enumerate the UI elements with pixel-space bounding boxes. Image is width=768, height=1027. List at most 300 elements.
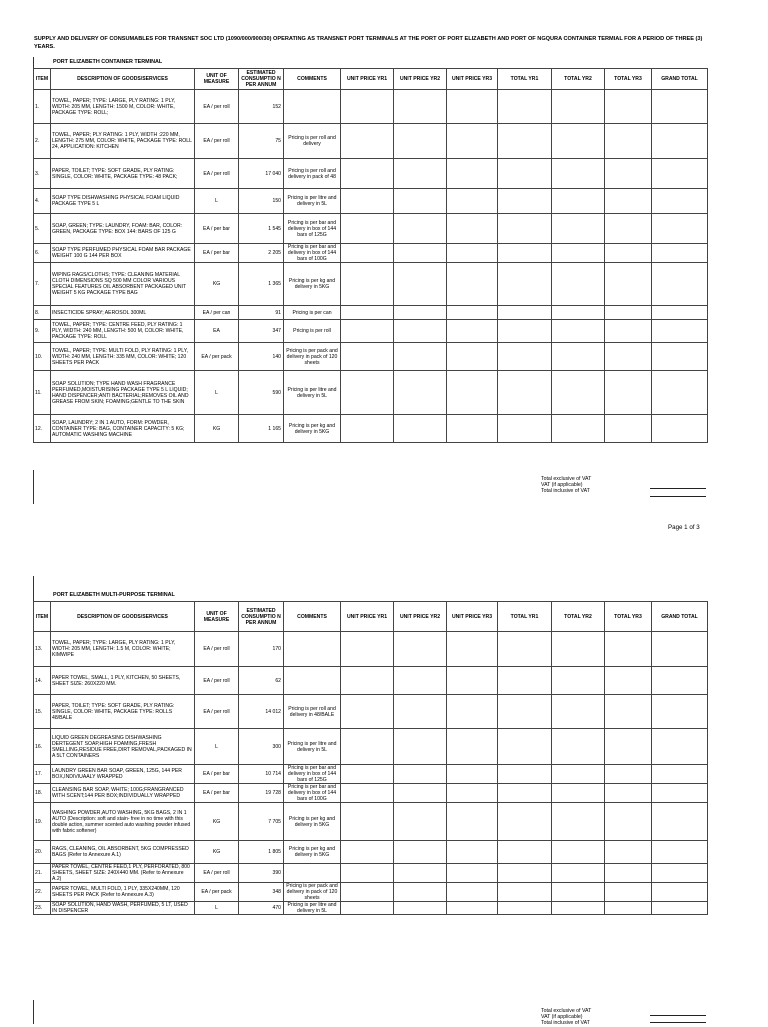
estimated-consumption-cell: 590 [239,371,284,415]
unit-of-measure-cell: EA / per roll [195,864,239,883]
total-yr3-cell [605,343,652,371]
table-body [34,632,708,915]
table-row [34,343,708,371]
total-yr3-cell [605,306,652,320]
total-inclusive-vat-label: Total inclusive of VAT [541,488,590,495]
unit-price-yr2-cell [394,415,447,443]
section-left-border [33,1000,34,1024]
total-yr1-cell [498,320,552,343]
comments-cell: Pricing is per roll and delivery in 48/BALE [284,695,341,729]
header-unit-price-yr1: UNIT PRICE YR1 [341,69,394,90]
table-row [34,371,708,415]
unit-of-measure-cell: EA / per bar [195,214,239,244]
unit-price-yr3-cell [447,306,498,320]
comments-cell: Pricing is per roll and delivery [284,124,341,159]
pricing-table [33,68,708,443]
total-yr1-cell [498,159,552,189]
table-row [34,902,708,915]
item-number-cell: 4. [34,189,51,214]
total-yr1-cell [498,244,552,263]
description-cell: PAPER TOWEL, CENTRE FEED,1 PLY, PERFORATED, 800 SHEETS, SHEET SIZE: 240X440 MM. (Refer to Annexure A.2) [51,864,195,883]
table-row [34,263,708,306]
unit-price-yr2-cell [394,124,447,159]
item-number-cell: 12. [34,415,51,443]
table-row [34,765,708,784]
header-item: ITEM [34,69,51,90]
total-yr2-cell [552,159,605,189]
table-body [34,90,708,443]
unit-price-yr1-cell [341,214,394,244]
item-number-cell: 9. [34,320,51,343]
unit-price-yr1-cell [341,864,394,883]
estimated-consumption-cell: 1 805 [239,841,284,864]
table-row [34,784,708,803]
unit-price-yr3-cell [447,371,498,415]
unit-price-yr3-cell [447,902,498,915]
total-inclusive-vat-label: Total inclusive of VAT [541,1020,590,1027]
total-yr1-cell [498,306,552,320]
total-yr3-cell [605,765,652,784]
table-row [34,214,708,244]
grand-total-cell [652,667,708,695]
item-number-cell: 7. [34,263,51,306]
grand-total-cell [652,159,708,189]
header-grand-total: GRAND TOTAL [652,602,708,632]
comments-cell: Pricing is per kg and delivery in 5KG [284,415,341,443]
unit-price-yr2-cell [394,883,447,902]
unit-price-yr3-cell [447,189,498,214]
total-yr3-cell [605,864,652,883]
unit-price-yr3-cell [447,124,498,159]
header-total-yr3: TOTAL YR3 [605,69,652,90]
estimated-consumption-cell: 2 205 [239,244,284,263]
item-number-cell: 1. [34,90,51,124]
grand-total-cell [652,902,708,915]
table-row [34,667,708,695]
total-yr2-cell [552,864,605,883]
description-cell: PAPER TOWEL, MULTI FOLD, 1 PLY, 335X240MM, 120 SHEETS PER PACK (Refer to Annexure A.3) [51,883,195,902]
estimated-consumption-cell: 10 714 [239,765,284,784]
total-yr2-cell [552,371,605,415]
header-unit-of-measure: UNIT OF MEASURE [195,69,239,90]
unit-price-yr3-cell [447,159,498,189]
table-row [34,124,708,159]
header-total-yr1: TOTAL YR1 [498,69,552,90]
unit-price-yr1-cell [341,841,394,864]
item-number-cell: 14. [34,667,51,695]
header-item: ITEM [34,602,51,632]
comments-cell: Pricing is per pack and delivery in pack of 120 sheets [284,883,341,902]
unit-of-measure-cell: EA / per roll [195,695,239,729]
unit-price-yr1-cell [341,124,394,159]
total-yr3-cell [605,124,652,159]
section-title: PORT ELIZABETH MULTI-PURPOSE TERMINAL [53,592,175,598]
comments-cell: Pricing is per litre and delivery in 5L [284,189,341,214]
comments-cell [284,864,341,883]
item-number-cell: 15. [34,695,51,729]
unit-price-yr2-cell [394,244,447,263]
unit-price-yr1-cell [341,415,394,443]
description-cell: SOAP SOLUTION; TYPE HAND WASH FRAGRANCE PERFUMED,MOISTURISING PACKAGE TYPE 5 L LIQUID; HAND DISPENCER;ANTI BACTERIAL;REMOVES OIL AND GREASE FROM SKIN; FOAMING;GENTLE TO THE SKIN [51,371,195,415]
unit-price-yr1-cell [341,159,394,189]
table-row [34,189,708,214]
description-cell: TOWEL, PAPER; TYPE: MULTI FOLD, PLY RATING: 1 PLY, WIDTH: 240 MM, LENGTH: 335 MM, COLOR: WHITE; 120 SHEETS PER PACK [51,343,195,371]
unit-price-yr2-cell [394,864,447,883]
total-yr2-cell [552,765,605,784]
total-yr1-cell [498,632,552,667]
unit-price-yr2-cell [394,320,447,343]
comments-cell: Pricing is per bar and delivery in box of 144 bars of 125G [284,214,341,244]
description-cell: TOWEL, PAPER; TYPE: LARGE, PLY RATING: 1 PLY, WIDTH: 205 MM, LENGTH: 1.5 M, COLOR: WHITE; KIMWIPE [51,632,195,667]
grand-total-cell [652,632,708,667]
description-cell: SOAP, GREEN; TYPE: LAUNDRY, FOAM: BAR, COLOR: GREEN, PACKAGE TYPE: BOX 144: BARS OF 125 G [51,214,195,244]
unit-price-yr1-cell [341,695,394,729]
comments-cell: Pricing is per bar and delivery in box of 144 bars of 100G [284,784,341,803]
header-estimated-consumption: ESTIMATED CONSUMPTIO N PER ANNUM [239,602,284,632]
unit-price-yr1-cell [341,189,394,214]
description-cell: PAPER, TOILET; TYPE: SOFT GRADE, PLY RATING: SINGLE, COLOR: WHITE, PACKAGE TYPE: 48 PACK; [51,159,195,189]
total-yr1-cell [498,883,552,902]
total-yr2-cell [552,343,605,371]
unit-price-yr1-cell [341,343,394,371]
unit-price-yr3-cell [447,263,498,306]
estimated-consumption-cell: 140 [239,343,284,371]
header-unit-price-yr1: UNIT PRICE YR1 [341,602,394,632]
total-yr1-cell [498,841,552,864]
total-yr1-cell [498,371,552,415]
unit-of-measure-cell: EA / per roll [195,667,239,695]
grand-total-cell [652,784,708,803]
table-row [34,320,708,343]
total-yr2-cell [552,214,605,244]
unit-price-yr3-cell [447,214,498,244]
unit-price-yr1-cell [341,784,394,803]
unit-price-yr1-cell [341,306,394,320]
comments-cell: Pricing is per kg and delivery in 5KG [284,841,341,864]
total-yr3-cell [605,320,652,343]
unit-price-yr3-cell [447,841,498,864]
item-number-cell: 16. [34,729,51,765]
comments-cell [284,90,341,124]
description-cell: LIQUID GREEN DEGREASING DISHWASHING DERTEGENT SOAP,HIGH FOAMING,FRESH SMELLING,RESIDUE FREE,DIRT REMOVAL,PACKAGED IN A 5LT CONTAINERS [51,729,195,765]
table-row [34,841,708,864]
unit-of-measure-cell: EA / per pack [195,883,239,902]
unit-of-measure-cell: EA / per bar [195,784,239,803]
item-number-cell: 8. [34,306,51,320]
table-row [34,244,708,263]
unit-price-yr2-cell [394,695,447,729]
grand-total-cell [652,343,708,371]
unit-price-yr2-cell [394,306,447,320]
total-yr3-cell [605,189,652,214]
total-yr3-cell [605,214,652,244]
comments-cell: Pricing is per bar and delivery in box of 144 bars of 125G [284,765,341,784]
total-yr2-cell [552,902,605,915]
total-yr3-cell [605,263,652,306]
comments-cell: Pricing is per can [284,306,341,320]
table-row [34,306,708,320]
description-cell: WASHING POWDER,AUTO WASHING, 5KG BAGS, 2 IN 1 AUTO (Description: soft and stain- free in no time with this double action, summer scented auto washing powder infused with fabric softener) [51,803,195,841]
unit-of-measure-cell: EA / per roll [195,159,239,189]
unit-price-yr2-cell [394,784,447,803]
total-yr3-cell [605,695,652,729]
grand-total-cell [652,189,708,214]
unit-of-measure-cell: EA [195,320,239,343]
unit-price-yr1-cell [341,803,394,841]
total-yr2-cell [552,729,605,765]
total-yr1-cell [498,214,552,244]
description-cell: SOAP TYPE PERFUMED PHYSICAL FOAM BAR PACKAGE WEIGHT 100 G 144 PER BOX [51,244,195,263]
section-left-border [33,576,34,602]
comments-cell: Pricing is per litre and delivery in 5L [284,729,341,765]
unit-price-yr2-cell [394,263,447,306]
estimated-consumption-cell: 150 [239,189,284,214]
table-row [34,729,708,765]
description-cell: RAGS, CLEANING, OIL ABSORBENT, 5KG COMPRESSED BAGS (Refer to Annexure A.1) [51,841,195,864]
unit-price-yr3-cell [447,695,498,729]
header-unit-price-yr3: UNIT PRICE YR3 [447,602,498,632]
comments-cell: Pricing is per pack and delivery in pack of 120 sheets [284,343,341,371]
total-yr3-cell [605,90,652,124]
item-number-cell: 17. [34,765,51,784]
totals-block [541,476,591,495]
comments-cell: Pricing is per litre and delivery in 5L [284,902,341,915]
unit-price-yr3-cell [447,343,498,371]
unit-price-yr1-cell [341,902,394,915]
total-yr3-cell [605,371,652,415]
grand-total-cell [652,124,708,159]
unit-price-yr3-cell [447,803,498,841]
comments-cell: Pricing is per kg and delivery in 5KG [284,803,341,841]
total-yr1-cell [498,784,552,803]
total-yr3-cell [605,841,652,864]
total-yr1-cell [498,189,552,214]
description-cell: WIPING RAGS/CLOTHS; TYPE: CLEANING MATERIAL CLOTH DIMENSIONS SQ 500 MM COLOR VARIOUS SPECIAL FEATURES OIL ABSORBENT PACKAGED UNIT WEIGHT 5 KG PACKAGE TYPE BAG [51,263,195,306]
description-cell: PAPER TOWEL, SMALL, 1 PLY, KITCHEN, 50 SHEETS, SHEET SIZE: 260X220 MM. [51,667,195,695]
unit-price-yr3-cell [447,244,498,263]
header-total-yr1: TOTAL YR1 [498,602,552,632]
total-yr2-cell [552,803,605,841]
unit-price-yr1-cell [341,371,394,415]
description-cell: TOWEL, PAPER; TYPE: CENTRE FEED, PLY RATING: 1 PLY, WIDTH: 240 MM, LENGTH: 500 M, COLOR: WHITE, PACKAGE TYPE: ROLL [51,320,195,343]
comments-cell [284,667,341,695]
total-yr3-cell [605,883,652,902]
item-number-cell: 11. [34,371,51,415]
comments-cell: Pricing is per roll and delivery in pack of 48 [284,159,341,189]
item-number-cell: 3. [34,159,51,189]
estimated-consumption-cell: 348 [239,883,284,902]
table-row [34,415,708,443]
total-yr1-cell [498,263,552,306]
item-number-cell: 10. [34,343,51,371]
item-number-cell: 6. [34,244,51,263]
unit-of-measure-cell: EA / per roll [195,124,239,159]
total-yr1-cell [498,902,552,915]
comments-cell: Pricing is per roll [284,320,341,343]
estimated-consumption-cell: 347 [239,320,284,343]
section-left-border [33,470,34,504]
table-row [34,883,708,902]
item-number-cell: 2. [34,124,51,159]
item-number-cell: 22. [34,883,51,902]
total-yr1-cell [498,695,552,729]
table-row [34,803,708,841]
unit-of-measure-cell: KG [195,841,239,864]
total-underline [650,1022,706,1023]
unit-price-yr3-cell [447,415,498,443]
header-comments: COMMENTS [284,602,341,632]
section-title: PORT ELIZABETH CONTAINER TERMINAL [53,59,163,65]
estimated-consumption-cell: 152 [239,90,284,124]
unit-price-yr1-cell [341,90,394,124]
comments-cell: Pricing is per litre and delivery in 5L [284,371,341,415]
table-header-row [34,69,708,90]
header-grand-total: GRAND TOTAL [652,69,708,90]
unit-of-measure-cell: EA / per bar [195,765,239,784]
unit-price-yr1-cell [341,320,394,343]
description-cell: SOAP SOLUTION, HAND WASH, PERFUMED, 5 LT, USED IN DISPENCER [51,902,195,915]
estimated-consumption-cell: 1 165 [239,415,284,443]
grand-total-cell [652,803,708,841]
header-unit-price-yr2: UNIT PRICE YR2 [394,69,447,90]
description-cell: SOAP, LAUNDRY; 2 IN 1 AUTO, FORM: POWDER, CONTAINER TYPE: BAG, CONTAINER CAPACITY: 5 KG; AUTOMATIC WASHING MACHINE [51,415,195,443]
grand-total-cell [652,841,708,864]
unit-price-yr3-cell [447,667,498,695]
total-yr3-cell [605,902,652,915]
description-cell: SOAP TYPE DISHWASHING PHYSICAL FOAM LIQUID PACKAGE TYPE 5 L [51,189,195,214]
grand-total-cell [652,263,708,306]
item-number-cell: 18. [34,784,51,803]
total-yr1-cell [498,90,552,124]
unit-price-yr3-cell [447,765,498,784]
total-yr2-cell [552,784,605,803]
total-yr3-cell [605,729,652,765]
item-number-cell: 13. [34,632,51,667]
description-cell: INSECTICIDE SPRAY; AEROSOL 300ML [51,306,195,320]
total-yr2-cell [552,632,605,667]
description-cell: LAUNDRY GREEN BAR SOAP, GREEN, 125G, 144 PER BOX,INDIVIUAALY WRAPPED [51,765,195,784]
table-row [34,632,708,667]
unit-of-measure-cell: L [195,729,239,765]
description-cell: TOWEL, PAPER; TYPE: LARGE, PLY RATING: 1 PLY, WIDTH: 205 MM, LENGTH: 1500 M, COLOR: WHITE, PACKAGE TYPE: ROLL; [51,90,195,124]
grand-total-cell [652,415,708,443]
total-yr2-cell [552,263,605,306]
total-yr3-cell [605,667,652,695]
header-description: DESCRIPTION OF GOODS/SERVICES [51,602,195,632]
unit-price-yr3-cell [447,320,498,343]
header-total-yr2: TOTAL YR2 [552,602,605,632]
comments-cell [284,632,341,667]
total-underline [650,1015,706,1016]
header-description: DESCRIPTION OF GOODS/SERVICES [51,69,195,90]
total-yr2-cell [552,883,605,902]
grand-total-cell [652,90,708,124]
unit-price-yr1-cell [341,632,394,667]
unit-of-measure-cell: EA / per can [195,306,239,320]
estimated-consumption-cell: 75 [239,124,284,159]
total-yr2-cell [552,695,605,729]
estimated-consumption-cell: 1 365 [239,263,284,306]
item-number-cell: 5. [34,214,51,244]
total-yr2-cell [552,189,605,214]
unit-price-yr3-cell [447,784,498,803]
unit-price-yr2-cell [394,729,447,765]
table-row [34,90,708,124]
document-title: SUPPLY AND DELIVERY OF CONSUMABLES FOR TRANSNET SOC LTD (1090/000/900/30) OPERATING AS TRANSNET PORT TERMINALS AT THE PORT OF PORT ELIZABETH AND PORT OF NGQURA CONTAINER TERMIAL FOR A PERIOD OF THREE (3) YEARS. [34,36,703,50]
estimated-consumption-cell: 91 [239,306,284,320]
total-yr1-cell [498,667,552,695]
estimated-consumption-cell: 170 [239,632,284,667]
unit-price-yr2-cell [394,343,447,371]
description-cell: CLEANSING BAR SOAP, WHITE; 100G;FRANGRANCED WITH SCENT;144 PER BOX;INDIVIDUALLY WRAPPED [51,784,195,803]
item-number-cell: 20. [34,841,51,864]
unit-price-yr1-cell [341,263,394,306]
total-underline [650,496,706,497]
item-number-cell: 19. [34,803,51,841]
unit-of-measure-cell: KG [195,803,239,841]
total-exclusive-vat-label: Total exclusive of VAT [541,476,592,482]
total-yr3-cell [605,415,652,443]
unit-price-yr2-cell [394,214,447,244]
header-unit-price-yr3: UNIT PRICE YR3 [447,69,498,90]
total-yr1-cell [498,415,552,443]
total-yr1-cell [498,343,552,371]
unit-price-yr2-cell [394,803,447,841]
unit-price-yr1-cell [341,765,394,784]
unit-price-yr3-cell [447,883,498,902]
unit-price-yr1-cell [341,667,394,695]
grand-total-cell [652,695,708,729]
unit-price-yr3-cell [447,632,498,667]
estimated-consumption-cell: 62 [239,667,284,695]
unit-price-yr2-cell [394,667,447,695]
total-underline [650,488,706,489]
estimated-consumption-cell: 17 040 [239,159,284,189]
total-yr3-cell [605,159,652,189]
grand-total-cell [652,864,708,883]
estimated-consumption-cell: 300 [239,729,284,765]
comments-cell: Pricing is per bar and delivery in box of 144 bars of 100G [284,244,341,263]
vat-label: VAT (if applicable) [541,1014,583,1021]
grand-total-cell [652,244,708,263]
unit-price-yr2-cell [394,90,447,124]
grand-total-cell [652,320,708,343]
header-unit-price-yr2: UNIT PRICE YR2 [394,602,447,632]
table-row [34,864,708,883]
unit-of-measure-cell: EA / per roll [195,90,239,124]
grand-total-cell [652,729,708,765]
grand-total-cell [652,765,708,784]
grand-total-cell [652,883,708,902]
estimated-consumption-cell: 19 728 [239,784,284,803]
unit-price-yr2-cell [394,632,447,667]
unit-of-measure-cell: EA / per roll [195,632,239,667]
total-yr1-cell [498,803,552,841]
total-yr2-cell [552,244,605,263]
total-yr2-cell [552,415,605,443]
estimated-consumption-cell: 470 [239,902,284,915]
header-unit-of-measure: UNIT OF MEASURE [195,602,239,632]
total-yr3-cell [605,784,652,803]
total-yr1-cell [498,765,552,784]
vat-label: VAT (if applicable) [541,482,583,489]
estimated-consumption-cell: 390 [239,864,284,883]
grand-total-cell [652,306,708,320]
unit-price-yr2-cell [394,765,447,784]
unit-price-yr1-cell [341,729,394,765]
unit-of-measure-cell: KG [195,415,239,443]
header-estimated-consumption: ESTIMATED CONSUMPTIO N PER ANNUM [239,69,284,90]
